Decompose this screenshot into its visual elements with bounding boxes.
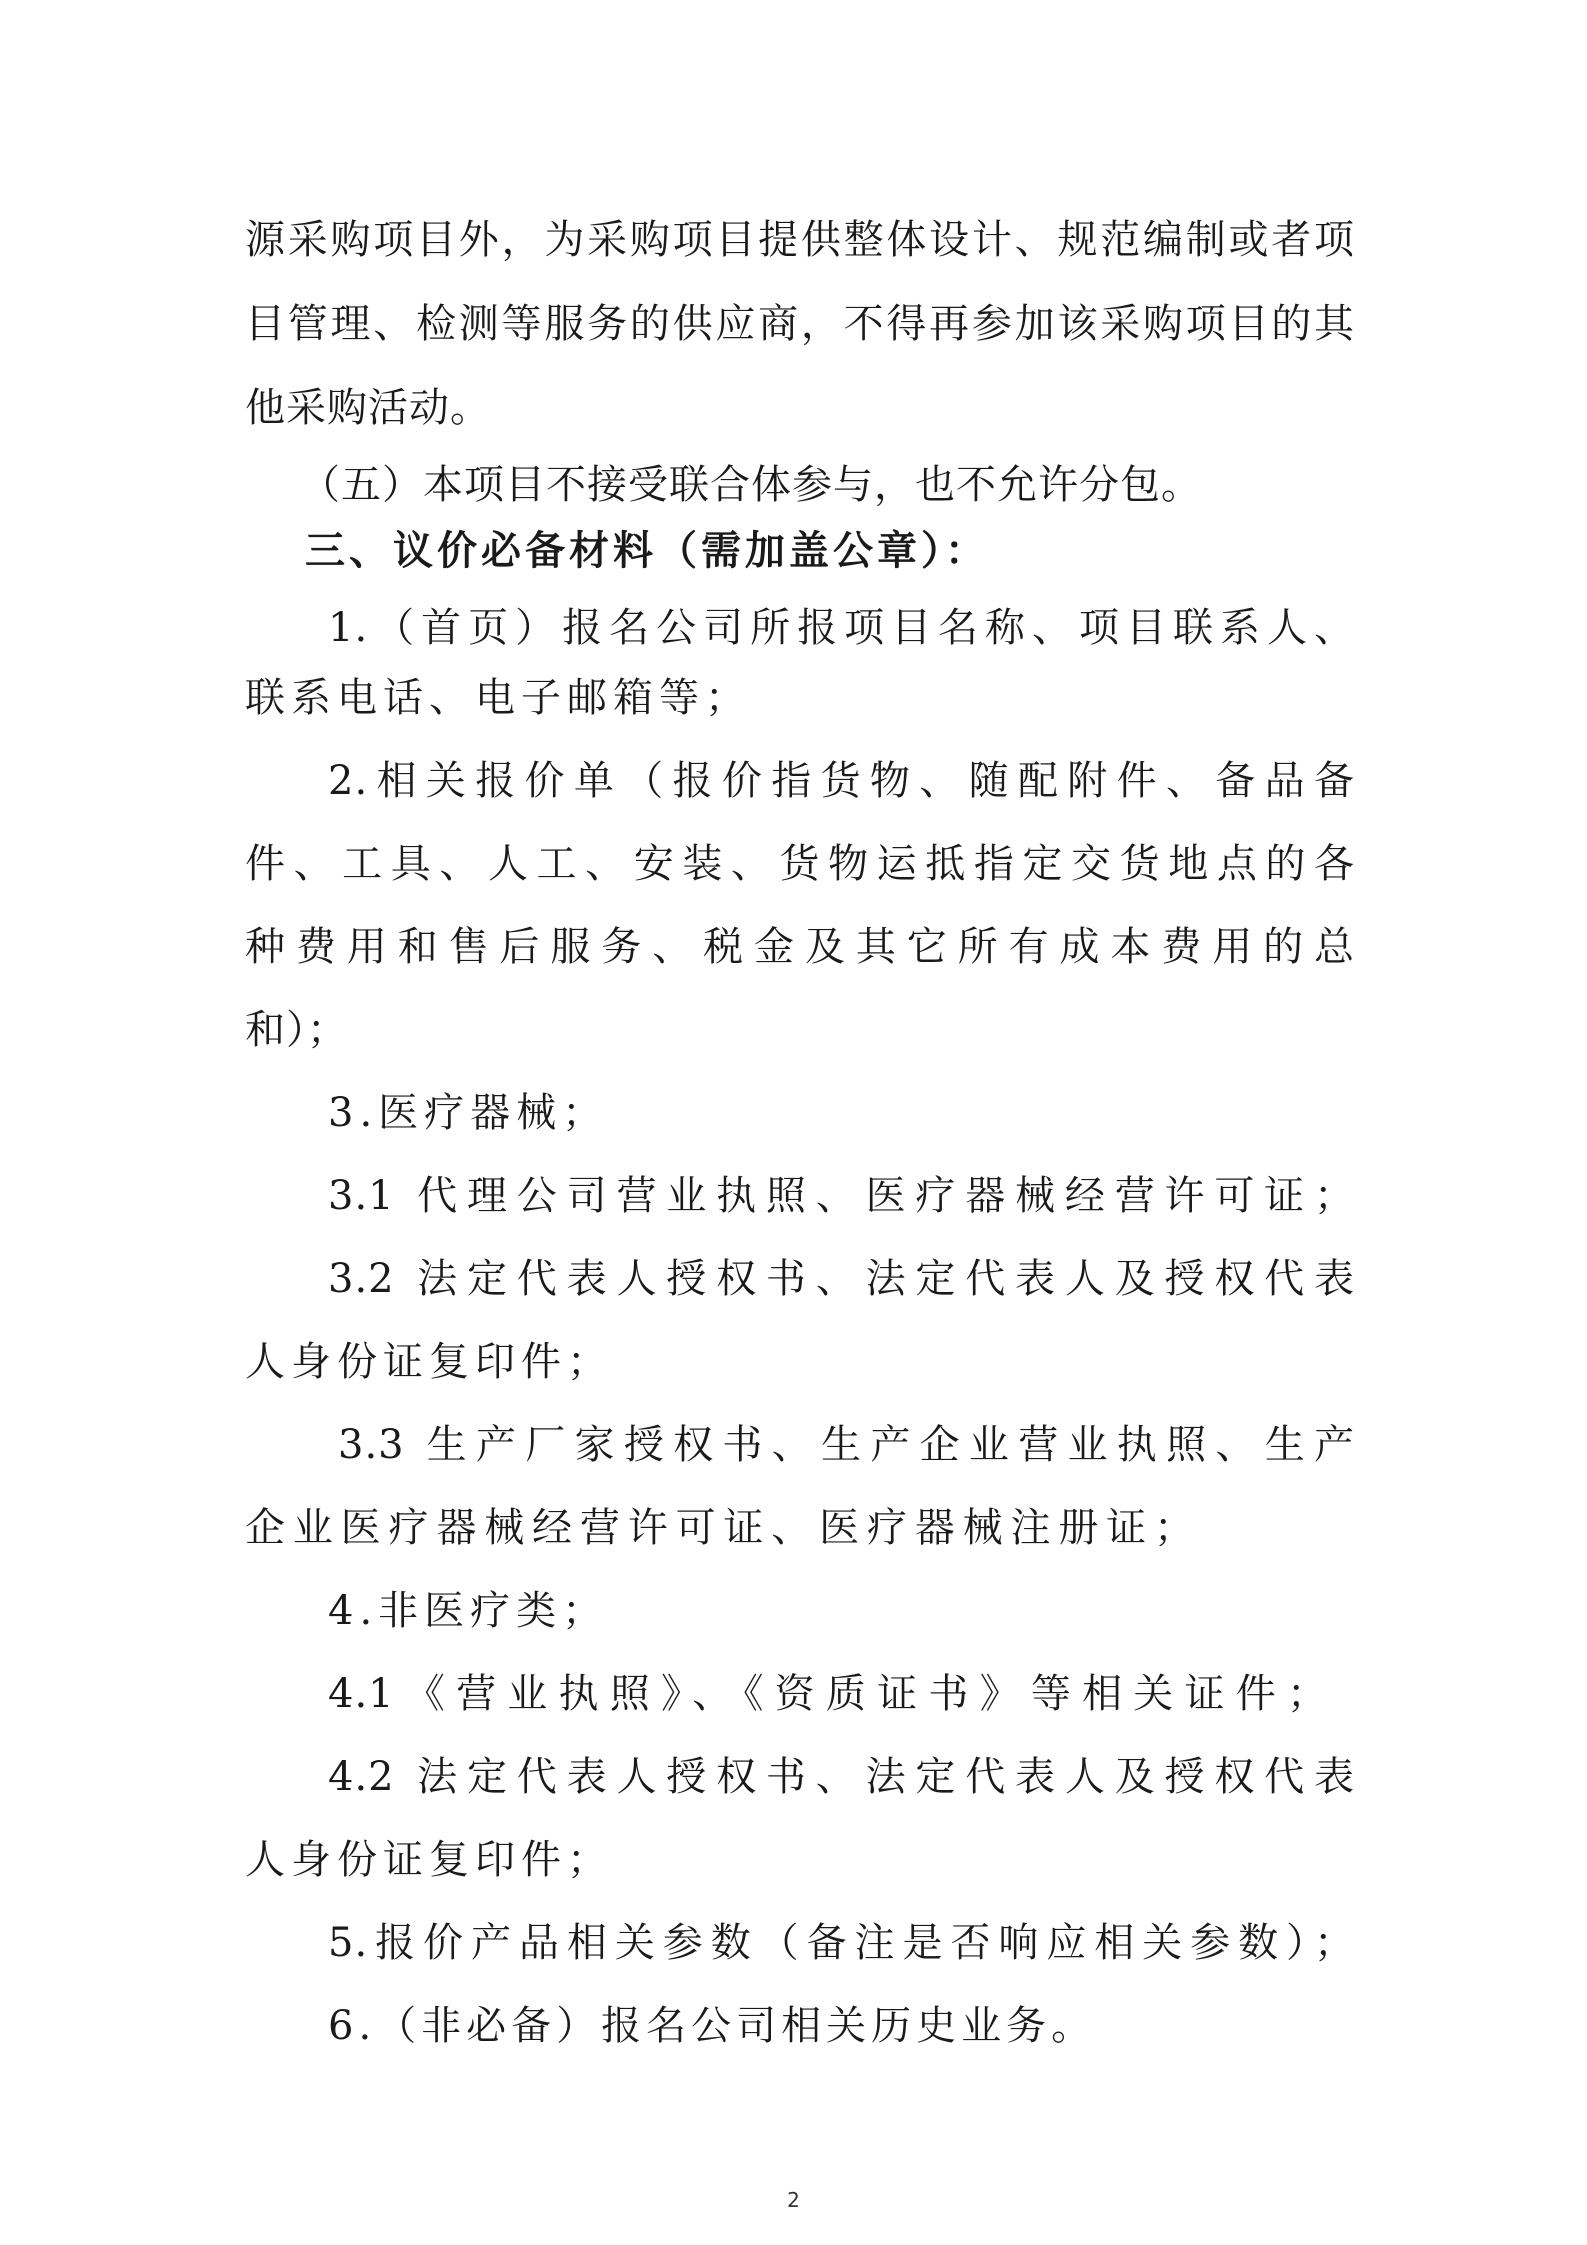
section-heading: 三、议价必备材料（需加盖公章）： xyxy=(305,527,989,574)
paragraph-line: 联系电话、电子邮箱等； xyxy=(245,675,751,721)
paragraph-line: （五）本项目不接受联合体参与，也不允许分包。 xyxy=(300,462,1202,508)
paragraph-line: 3.2 法定代表人授权书、法定代表人及授权代表 xyxy=(328,1256,1355,1302)
paragraph-line: 6.（非必备）报名公司相关历史业务。 xyxy=(328,2003,1097,2049)
paragraph-line: 源采购项目外，为采购项目提供整体设计、规范编制或者项 xyxy=(245,217,1355,263)
paragraph-line: 4.2 法定代表人授权书、法定代表人及授权代表 xyxy=(328,1754,1355,1800)
paragraph-line: 3.3 生产厂家授权书、生产企业营业执照、生产 xyxy=(338,1422,1355,1468)
paragraph-line: 1.（首页）报名公司所报项目名称、项目联系人、 xyxy=(328,605,1355,651)
paragraph-line: 5.报价产品相关参数（备注是否响应相关参数）； xyxy=(328,1920,1355,1966)
paragraph-line: 人身份证复印件； xyxy=(245,1837,613,1883)
paragraph-line: 和）； xyxy=(245,1007,348,1053)
paragraph-line: 人身份证复印件； xyxy=(245,1339,613,1385)
paragraph-line: 企业医疗器械经营许可证、医疗器械注册证； xyxy=(245,1505,1195,1551)
paragraph-line: 3.医疗器械； xyxy=(328,1090,609,1136)
page-number: 2 xyxy=(787,2188,800,2212)
paragraph-line: 4.非医疗类； xyxy=(328,1588,609,1634)
paragraph-line: 件、工具、人工、安装、货物运抵指定交货地点的各 xyxy=(245,841,1355,887)
paragraph-line: 他采购活动。 xyxy=(245,385,491,431)
paragraph-line: 2.相关报价单（报价指货物、随配附件、备品备 xyxy=(328,758,1355,804)
paragraph-line: 3.1 代理公司营业执照、医疗器械经营许可证； xyxy=(328,1173,1355,1219)
paragraph-line: 种费用和售后服务、税金及其它所有成本费用的总 xyxy=(245,924,1355,970)
paragraph-line: 目管理、检测等服务的供应商，不得再参加该采购项目的其 xyxy=(245,301,1355,347)
paragraph-line: 4.1《营业执照》、《资质证书》等相关证件； xyxy=(328,1671,1328,1717)
